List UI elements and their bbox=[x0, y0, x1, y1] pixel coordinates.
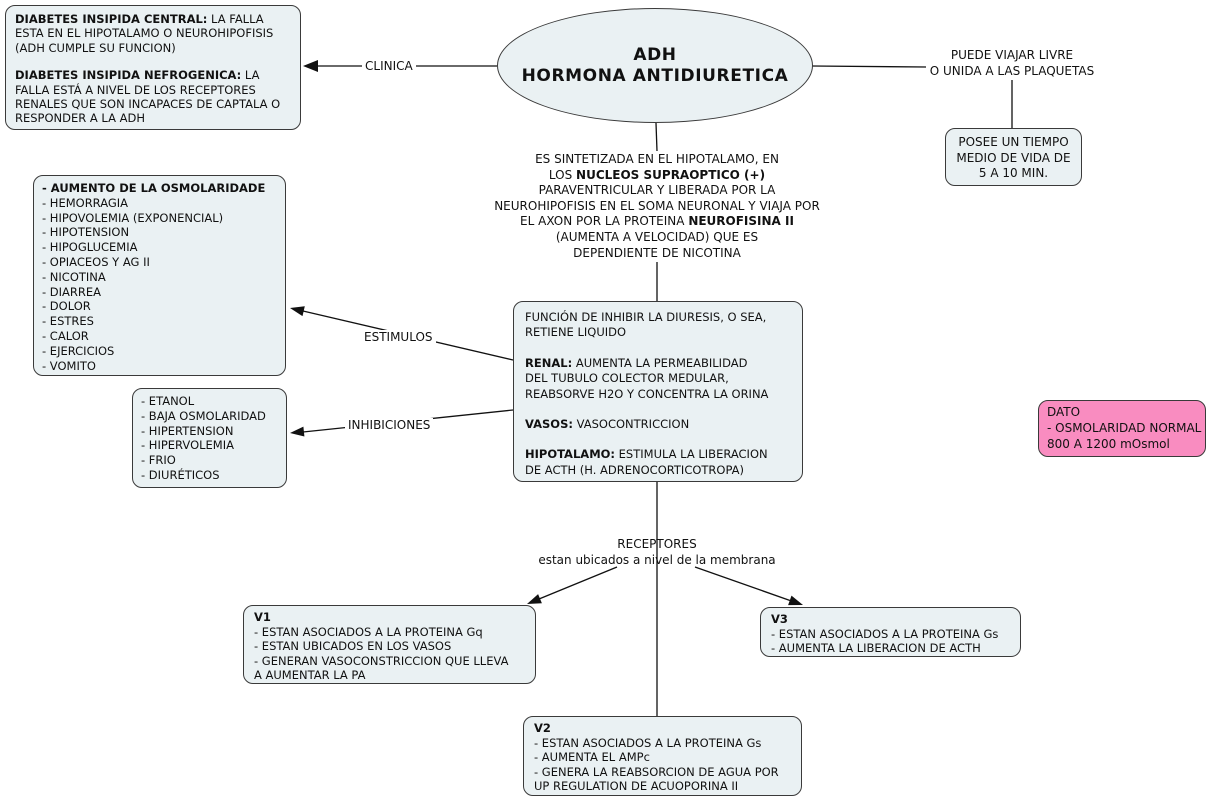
spacer bbox=[525, 341, 791, 356]
funcion-line: FUNCIÓN DE INHIBIR LA DIURESIS, O SEA, bbox=[525, 310, 767, 324]
clinical-text: LA FALLA bbox=[207, 12, 264, 26]
list-item: - HIPOGLUCEMIA bbox=[42, 240, 138, 255]
link-label-estimulos: ESTIMULOS bbox=[361, 330, 436, 344]
list-item: - AUMENTA EL AMPc bbox=[534, 750, 650, 765]
clinical-line: (ADH CUMPLE SU FUNCION) bbox=[15, 40, 176, 55]
list-item: - HIPERTENSION bbox=[141, 423, 234, 438]
node-receptor-v3 bbox=[760, 607, 1021, 657]
clinical-line: RESPONDER A LA ADH bbox=[15, 111, 145, 126]
synthesis-line: (AUMENTA A VELOCIDAD) QUE ES bbox=[555, 229, 759, 244]
funcion-line bbox=[525, 356, 791, 371]
list-item: - OPIACEOS Y AG II bbox=[42, 254, 150, 269]
funcion-vasos-heading: VASOS: bbox=[525, 417, 573, 432]
v2-items bbox=[534, 736, 791, 794]
receptores-line1: RECEPTORES bbox=[617, 537, 697, 551]
node-clinica-diabetes bbox=[5, 5, 301, 130]
list-item: - EJERCICIOS bbox=[42, 343, 115, 358]
synthesis-line bbox=[437, 214, 877, 230]
connector-receptores-to-v3 bbox=[695, 567, 803, 605]
clinical-nefrogenica-heading: DIABETES INSIPIDA NEFROGENICA: bbox=[15, 68, 242, 83]
funcion-line bbox=[525, 447, 791, 462]
funcion-renal-heading: RENAL: bbox=[525, 355, 573, 370]
funcion-line: RETIENE LIQUIDO bbox=[525, 325, 627, 340]
posee-line3: 5 A 10 MIN. bbox=[978, 166, 1049, 181]
clinical-line bbox=[15, 12, 291, 26]
connector-line bbox=[539, 567, 617, 599]
list-item: - ESTAN ASOCIADOS A LA PROTEINA Gq bbox=[254, 624, 483, 639]
posee-line1: POSEE UN TIEMPO bbox=[958, 135, 1069, 149]
list-item: - GENERA LA REABSORCION DE AGUA POR bbox=[534, 764, 779, 779]
v1-title: V1 bbox=[254, 610, 271, 624]
list-item: - ESTAN UBICADOS EN LOS VASOS bbox=[254, 639, 452, 654]
node-funcion bbox=[513, 301, 803, 482]
dato-line2: - OSMOLARIDAD NORMAL bbox=[1047, 420, 1202, 435]
adh-title-line2: HORMONA ANTIDIURETICA bbox=[521, 65, 789, 86]
funcion-hipotalamo-heading: HIPOTALAMO: bbox=[525, 447, 616, 462]
synthesis-line: DEPENDIENTE DE NICOTINA bbox=[573, 245, 741, 260]
synthesis-line: NEUROHIPOFISIS EN EL SOMA NEURONAL Y VIAJA POR bbox=[494, 198, 820, 213]
list-item: - AUMENTO DE LA OSMOLARIDADE bbox=[42, 181, 266, 195]
list-item: - BAJA OSMOLARIDAD bbox=[141, 408, 266, 423]
spacer bbox=[525, 432, 791, 447]
list-item: - VOMITO bbox=[42, 358, 96, 373]
text-sintesis bbox=[437, 152, 877, 261]
list-item: - DOLOR bbox=[42, 299, 91, 314]
dato-line3: 800 A 1200 mOsmol bbox=[1047, 436, 1170, 451]
list-item: - ETANOL bbox=[141, 394, 195, 408]
clinical-line: FALLA ESTÁ A NIVEL DE LOS RECEPTORES bbox=[15, 82, 256, 97]
clinical-line: ESTA EN EL HIPOTALAMO O NEUROHIPOFISIS bbox=[15, 26, 274, 41]
puede-line1: PUEDE VIAJAR LIVRE bbox=[950, 48, 1074, 62]
list-item: - DIARREA bbox=[42, 284, 102, 299]
synthesis-line bbox=[437, 168, 877, 184]
synthesis-line: ES SINTETIZADA EN EL HIPOTALAMO, EN bbox=[535, 152, 779, 166]
funcion-line: REABSORVE H2O Y CONCENTRA LA ORINA bbox=[525, 386, 769, 401]
node-estimulos-list bbox=[33, 175, 286, 376]
synthesis-neurofisina-bold: NEUROFISINA II bbox=[688, 214, 794, 229]
arrowhead-icon bbox=[290, 427, 304, 437]
funcion-text: ESTIMULA LA LIBERACION bbox=[615, 447, 768, 462]
funcion-text: AUMENTA LA PERMEABILIDAD bbox=[572, 355, 748, 370]
connector-receptores-to-v1 bbox=[527, 567, 617, 604]
list-item: - HIPOVOLEMIA (EXPONENCIAL) bbox=[42, 210, 224, 225]
link-label-inhibiciones: INHIBICIONES bbox=[345, 418, 433, 432]
v1-items bbox=[254, 625, 525, 683]
spacer bbox=[525, 402, 791, 417]
list-item: - CALOR bbox=[42, 328, 89, 343]
node-adh-root bbox=[497, 8, 813, 123]
node-tiempo-vida bbox=[945, 128, 1082, 186]
clinical-line: RENALES QUE SON INCAPACES DE CAPTALA O bbox=[15, 97, 281, 112]
clinical-central-heading: DIABETES INSIPIDA CENTRAL: bbox=[15, 12, 208, 26]
dato-line1: DATO bbox=[1047, 405, 1081, 419]
arrowhead-icon bbox=[788, 596, 803, 606]
list-item: - NICOTINA bbox=[42, 269, 106, 284]
list-item: - ESTAN ASOCIADOS A LA PROTEINA Gs bbox=[771, 626, 999, 641]
link-label-clinica: CLINICA bbox=[362, 59, 416, 73]
puede-line2: O UNIDA A LAS PLAQUETAS bbox=[929, 63, 1095, 78]
arrowhead-icon bbox=[290, 306, 305, 316]
node-dato bbox=[1038, 400, 1206, 457]
node-receptor-v1 bbox=[243, 605, 536, 684]
v3-items bbox=[771, 627, 1010, 656]
receptores-line2: estan ubicados a nivel de la membrana bbox=[538, 552, 776, 567]
v2-title: V2 bbox=[534, 721, 551, 735]
funcion-line: DEL TUBULO COLECTOR MEDULAR, bbox=[525, 371, 729, 386]
v3-title: V3 bbox=[771, 612, 788, 626]
list-item: - HIPERVOLEMIA bbox=[141, 438, 234, 453]
list-item: - FRIO bbox=[141, 453, 176, 468]
list-item: UP REGULATION DE ACUOPORINA II bbox=[534, 779, 739, 794]
clinical-line bbox=[15, 68, 291, 82]
list-item: - HEMORRAGIA bbox=[42, 195, 129, 210]
funcion-text: VASOCONTRICCION bbox=[572, 417, 690, 432]
node-receptor-v2 bbox=[523, 716, 802, 796]
spacer bbox=[15, 55, 291, 68]
text-puede-viajar bbox=[902, 48, 1122, 79]
clinical-text: LA bbox=[241, 68, 260, 83]
node-inhibiciones-list bbox=[132, 388, 287, 488]
text-receptores bbox=[507, 537, 807, 568]
funcion-line bbox=[525, 417, 791, 432]
list-item: - AUMENTA LA LIBERACION DE ACTH bbox=[771, 641, 981, 656]
synthesis-text: LOS bbox=[548, 167, 577, 182]
synthesis-nucleos-bold: NUCLEOS SUPRAOPTICO (+) bbox=[576, 167, 766, 182]
synthesis-line: PARAVENTRICULAR Y LIBERADA POR LA bbox=[538, 183, 776, 198]
posee-line2: MEDIO DE VIDA DE bbox=[956, 150, 1071, 165]
connector-ellipse-to-synthesis bbox=[656, 123, 657, 151]
connector-line bbox=[695, 567, 790, 601]
arrowhead-icon bbox=[303, 60, 318, 72]
adh-title-line1: ADH bbox=[633, 44, 677, 65]
list-item: - ESTRES bbox=[42, 314, 94, 329]
synthesis-text: EL AXON POR LA PROTEINA bbox=[520, 214, 689, 229]
list-item: A AUMENTAR LA PA bbox=[254, 668, 366, 683]
funcion-line: DE ACTH (H. ADRENOCORTICOTROPA) bbox=[525, 462, 745, 477]
list-item: - DIURÉTICOS bbox=[141, 467, 220, 482]
arrowhead-icon bbox=[527, 594, 542, 604]
connector-line bbox=[656, 123, 657, 151]
list-item: - GENERAN VASOCONSTRICCION QUE LLEVA bbox=[254, 653, 509, 668]
list-item: - ESTAN ASOCIADOS A LA PROTEINA Gs bbox=[534, 735, 762, 750]
list-item: - HIPOTENSION bbox=[42, 225, 130, 240]
